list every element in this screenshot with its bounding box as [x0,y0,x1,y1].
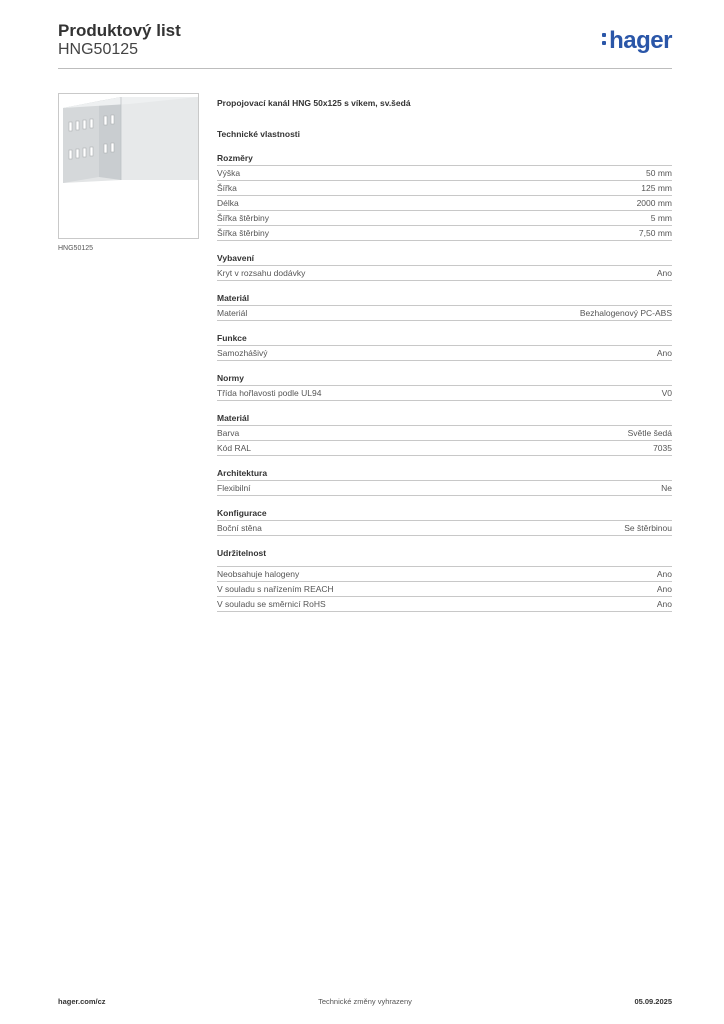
spec-label: Šířka štěrbiny [217,228,269,238]
spec-group [217,251,672,281]
spec-content [217,96,672,612]
spec-group-title: Materiál [217,411,672,426]
logo-text: hager [609,27,672,54]
spec-row [217,181,672,196]
spec-label: Šířka [217,183,237,193]
spec-value: 7035 [653,443,672,453]
spec-group [217,506,672,536]
spec-label: Boční stěna [217,523,262,533]
spec-value: Ano [656,584,672,594]
spec-group [217,466,672,496]
spec-row [217,481,672,496]
spec-groups [217,151,672,612]
spec-value: Světle šedá [627,428,672,438]
spec-value: Se štěrbinou [624,523,672,533]
hager-logo [602,27,672,55]
spec-row [217,441,672,456]
spec-value: 7,50 mm [638,228,672,238]
product-image [58,93,199,239]
footer-website: hager.com/cz [58,997,106,1006]
spec-value: Ano [656,348,672,358]
spec-label: Barva [217,428,240,438]
spec-label: Materiál [217,308,248,318]
technical-properties-heading: Technické vlastnosti [217,129,300,139]
spec-value: 50 mm [646,168,672,178]
spec-group-title: Funkce [217,331,672,346]
image-caption: HNG50125 [58,245,94,252]
spec-label: Třída hořlavosti podle UL94 [217,388,322,398]
spec-label: Délka [217,198,239,208]
spec-group [217,371,672,401]
spec-group-title: Architektura [217,466,672,481]
spec-row [217,166,672,181]
spec-label: V souladu s nařízením REACH [217,584,334,594]
product-code: HNG50125 [58,41,139,58]
spec-row [217,266,672,281]
document-header [58,22,181,59]
header-divider [58,68,672,69]
spec-row [217,386,672,401]
spec-row [217,582,672,597]
spec-group [217,546,672,612]
spec-row [217,521,672,536]
spec-value: 5 mm [650,213,672,223]
spec-group [217,151,672,241]
spec-value: Bezhalogenový PC-ABS [579,308,672,318]
spec-label: Šířka štěrbiny [217,213,269,223]
spec-label: Neobsahuje halogeny [217,569,300,579]
spec-group-title: Rozměry [217,151,672,166]
spec-group-title: Normy [217,371,672,386]
spec-value: V0 [661,388,672,398]
spec-row [217,426,672,441]
spec-group [217,411,672,456]
spec-value: 2000 mm [636,198,672,208]
spec-value: Ano [656,268,672,278]
footer-date: 05.09.2025 [634,997,672,1006]
spec-label: Flexibilní [217,483,251,493]
document-title: Produktový list [58,21,181,40]
spec-label: Kód RAL [217,443,252,453]
cable-duct-icon [59,94,198,238]
spec-row [217,346,672,361]
spec-group-title: Udržitelnost [217,546,672,567]
product-name: Propojovací kanál HNG 50x125 s víkem, sv.šedá [217,98,411,108]
logo-dots-icon [602,32,607,46]
spec-value: Ano [656,599,672,609]
spec-row [217,567,672,582]
spec-group-title: Materiál [217,291,672,306]
spec-row [217,306,672,321]
spec-group [217,331,672,361]
spec-row [217,597,672,612]
spec-label: Výška [217,168,241,178]
spec-label: Samozhášivý [217,348,268,358]
spec-value: Ne [661,483,672,493]
spec-value: 125 mm [641,183,672,193]
spec-row [217,196,672,211]
spec-group-title: Vybavení [217,251,672,266]
footer-note: Technické změny vyhrazeny [318,997,412,1006]
spec-label: Kryt v rozsahu dodávky [217,268,306,278]
spec-value: Ano [656,569,672,579]
spec-row [217,211,672,226]
spec-row [217,226,672,241]
spec-group-title: Konfigurace [217,506,672,521]
spec-group [217,291,672,321]
spec-label: V souladu se směrnicí RoHS [217,599,326,609]
